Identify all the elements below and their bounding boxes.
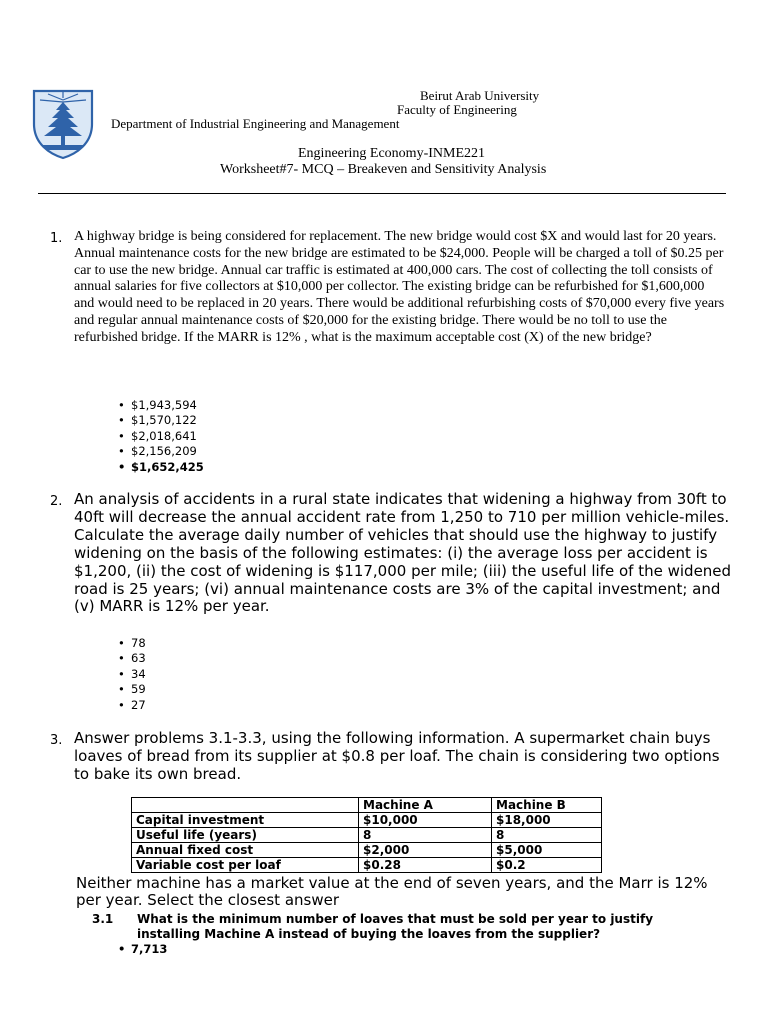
table-header-cell <box>132 798 359 813</box>
table-row <box>132 828 602 843</box>
table-cell: 8 <box>359 828 492 843</box>
table-cell: Useful life (years) <box>132 828 359 843</box>
option: • $1,943,594 <box>118 398 204 413</box>
question-2-options <box>118 636 146 713</box>
table-cell: $0.2 <box>492 858 602 873</box>
logo-base <box>42 145 84 150</box>
table-cell: $0.28 <box>359 858 492 873</box>
table-row <box>132 813 602 828</box>
question-3-followup-text: Neither machine has a market value at the end of seven years, and the Marr is 12% per year. Select the closest answer <box>76 874 708 909</box>
question-1-text: A highway bridge is being considered for replacement. The new bridge would cost $X and would last for 20 years. Annual maintenance costs for the new bridge are estimated to be $24,000. People will be charged a toll of $0.25 per car to use the new bridge. Annual car traffic is estimated at 400,000 cars. The cost of collecting the toll consists of annual salaries for five collectors at $10,000 per collector. The existing bridge can be refurbished for $1,600,000 and would need to be replaced in 20 years. There would be additional refurbishing costs of $70,000 every five years and regular annual maintenance costs of $20,000 for the existing bridge. There would be no toll to use the refurbished bridge. If the MARR is 12% , what is the maximum acceptable cost (X) of the new bridge? <box>74 229 725 345</box>
table-cell: Capital investment <box>132 813 359 828</box>
machine-comparison-table <box>131 797 602 873</box>
question-2-text: An analysis of accidents in a rural state indicates that widening a highway from 30ft to 40ft will decrease the annual accident rate from 1,250 to 710 per million vehicle-miles. Calculate the average daily number of vehicles that should use the highway to justify widening on the basis of the following estimates: (i) the average loss per accident is $1,200, (ii) the cost of widening is $117,000 per mile; (iii) the useful life of the widened road is 25 years; (vi) annual maintenance costs are 3% of the capital investment; and (v) MARR is 12% per year. <box>74 490 732 616</box>
faculty-name: Faculty of Engineering <box>397 102 517 117</box>
worksheet-title: Worksheet#7- MCQ – Breakeven and Sensitivity Analysis <box>220 162 547 177</box>
table-cell: $5,000 <box>492 843 602 858</box>
question-1-number: 1. <box>50 231 63 246</box>
option: • 63 <box>118 651 146 666</box>
header-divider <box>38 193 726 194</box>
table-header-cell: Machine A <box>359 798 492 813</box>
table-cell: Annual fixed cost <box>132 843 359 858</box>
option: • $2,156,209 <box>118 444 204 459</box>
option: • $2,018,641 <box>118 429 204 444</box>
question-3-number: 3. <box>50 733 63 748</box>
option: • 34 <box>118 667 146 682</box>
table-row <box>132 843 602 858</box>
table-row <box>132 858 602 873</box>
option: • 27 <box>118 698 146 713</box>
table-header-cell: Machine B <box>492 798 602 813</box>
table-header-row <box>132 798 602 813</box>
table-cell: 8 <box>492 828 602 843</box>
option-answer: • $1,652,425 <box>118 460 204 475</box>
subquestion-3-1-text: What is the minimum number of loaves that must be sold per year to justify installing Machine A instead of buying the loaves from the supplier? <box>137 912 654 941</box>
table-cell: $10,000 <box>359 813 492 828</box>
university-name: Beirut Arab University <box>420 88 540 103</box>
subquestion-3-1-number: 3.1 <box>92 912 114 926</box>
option: • 59 <box>118 682 146 697</box>
question-3-text: Answer problems 3.1-3.3, using the following information. A supermarket chain buys loaves of bread from its supplier at $0.8 per loaf. The chain is considering two options to bake its own bread. <box>74 729 720 783</box>
option: • 7,713 <box>118 942 167 957</box>
question-2-number: 2. <box>50 494 63 509</box>
department-name: Department of Industrial Engineering and Management <box>111 116 400 131</box>
question-1-options <box>118 398 204 475</box>
table-cell: $18,000 <box>492 813 602 828</box>
subquestion-3-1-options <box>118 942 167 957</box>
table-cell: $2,000 <box>359 843 492 858</box>
table-cell: Variable cost per loaf <box>132 858 359 873</box>
course-title: Engineering Economy-INME221 <box>298 146 486 161</box>
option: • $1,570,122 <box>118 413 204 428</box>
university-logo <box>32 88 94 160</box>
option: • 78 <box>118 636 146 651</box>
